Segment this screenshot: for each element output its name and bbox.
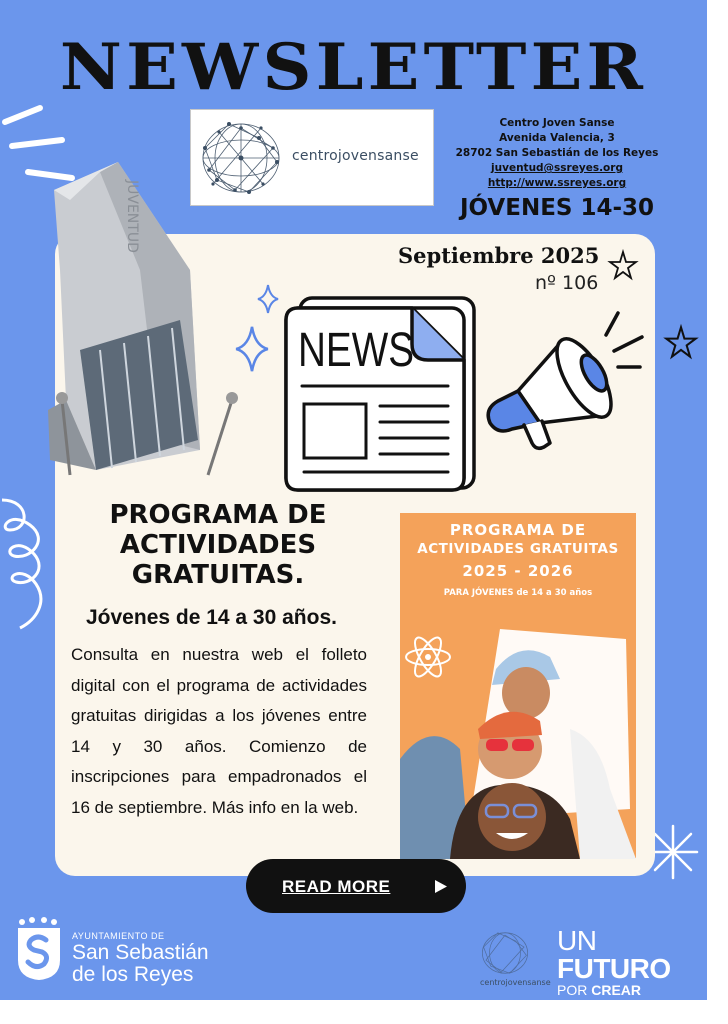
youth-center-building-image: [40, 150, 240, 480]
futuro-por: POR: [557, 982, 588, 998]
issue-number: nº 106: [535, 272, 599, 294]
ayuntamiento-name: [72, 942, 209, 986]
futuro-un: UN: [557, 925, 597, 956]
contact-block: [452, 116, 662, 191]
star-icon: [664, 324, 698, 360]
activities-program-poster[interactable]: [400, 513, 636, 858]
contact-web-link[interactable]: http://www.ssreyes.org: [487, 177, 627, 189]
contact-street: Avenida Valencia, 3: [499, 132, 615, 144]
contact-email-link[interactable]: juventud@ssreyes.org: [491, 162, 623, 174]
article-title: PROGRAMA DE ACTIVIDADES GRATUITAS.: [109, 500, 327, 590]
un-futuro-logo: [557, 927, 692, 1024]
issue-date: Septiembre 2025: [398, 243, 600, 268]
article-subtitle: Jóvenes de 14 a 30 años.: [86, 606, 337, 629]
futuro-crear: CREAR CONTIGO: [557, 982, 642, 1013]
megaphone-icon: [478, 305, 658, 455]
logo-wordmark: centrojovensanse: [292, 148, 419, 164]
footer-logo-wordmark: centrojovensanse: [480, 978, 551, 987]
network-globe-icon: [480, 928, 530, 978]
poster-years: 2025 - 2026: [462, 562, 574, 580]
poster-title-line1: PROGRAMA DE: [449, 521, 587, 539]
contact-city: 28702 San Sebastián de los Reyes: [455, 147, 659, 159]
futuro-web[interactable]: www.ssreyes.org: [557, 1013, 626, 1023]
poster-photo: [400, 609, 636, 859]
ayuntamiento-label: AYUNTAMIENTO DE: [72, 931, 165, 941]
newspaper-headline: NEWS: [298, 324, 414, 377]
star-icon: [608, 250, 638, 280]
futuro-word: FUTURO: [557, 953, 671, 984]
newsletter-title: NEWSLETTER: [59, 30, 648, 105]
play-arrow-icon: [434, 879, 448, 894]
poster-title-line2: ACTIVIDADES GRATUITAS: [417, 541, 619, 557]
building-sign: JUVENTUD: [124, 180, 140, 253]
poster-audience: PARA JÓVENES de 14 a 30 años: [443, 588, 593, 598]
ayuntamiento-name-line1: San Sebastián: [72, 941, 209, 964]
age-range-heading: JÓVENES 14-30: [459, 195, 655, 221]
ayuntamiento-crest-icon: [14, 916, 64, 982]
article-body: Consulta en nuestra web el folleto digital con el programa de actividades gratuitas dirigidas a los jóvenes entre 14 y 30 años. Comienzo de inscripciones para empadronados el 16 de septiembre. Más info en la web.: [71, 645, 367, 817]
newspaper-illustration: [230, 280, 480, 490]
read-more-label: READ MORE: [282, 877, 391, 896]
read-more-button[interactable]: [246, 859, 466, 913]
decorative-loops-left: [0, 490, 60, 640]
ayuntamiento-name-line2: de los Reyes: [72, 963, 194, 986]
contact-name: Centro Joven Sanse: [499, 117, 615, 129]
